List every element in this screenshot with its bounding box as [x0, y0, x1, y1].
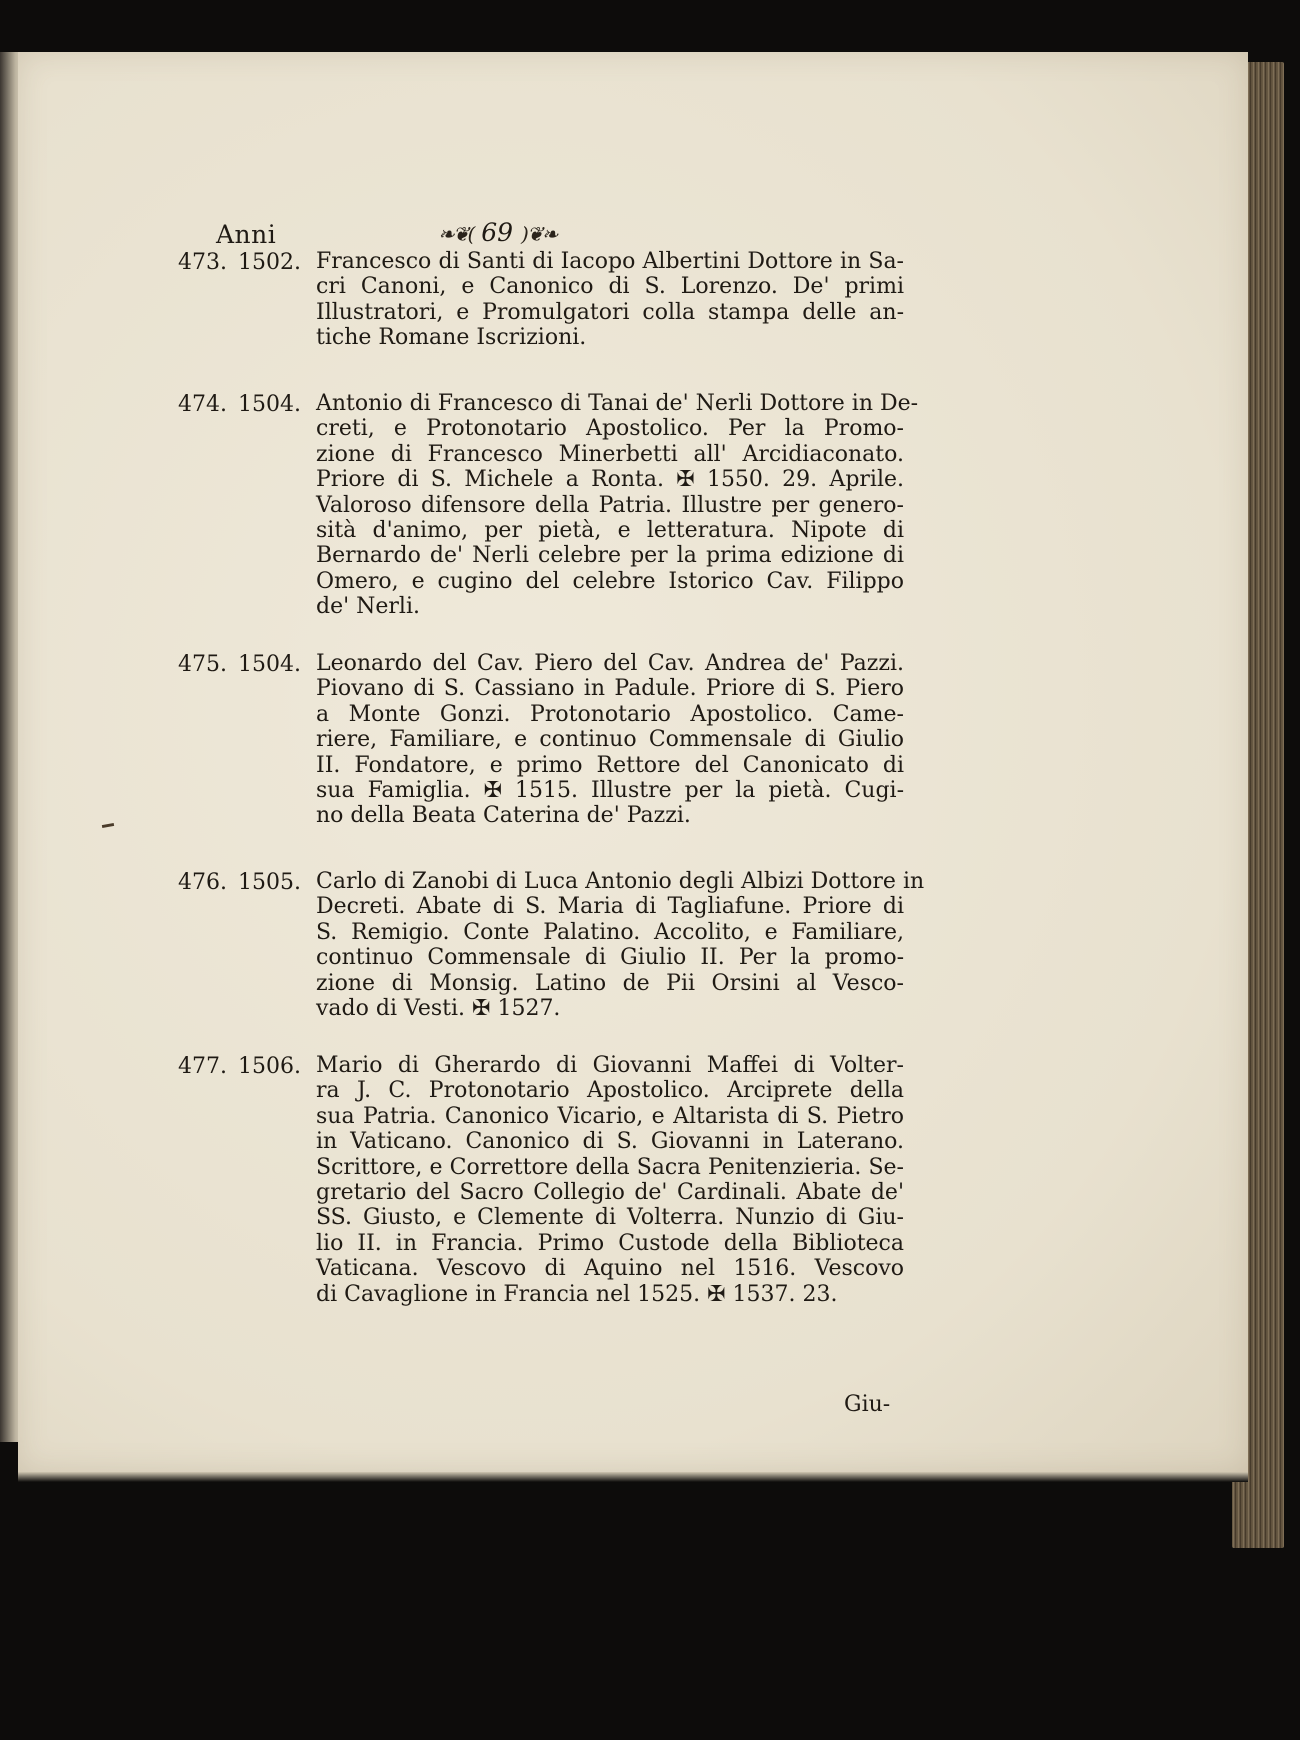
entry-text-line: no della Beata Caterina de' Pazzi. — [316, 803, 691, 829]
entry-number: 477. — [178, 1054, 227, 1079]
entry-text-line: Omero, e cugino del celebre Istorico Cav. Filippo — [316, 568, 904, 594]
entry-text-line: Leonardo del Cav. Piero del Cav. Andrea de' Pazzi. — [316, 651, 904, 676]
entry-text-line: Scrittore, e Correttore della Sacra Penitenzieria. Se- — [316, 1154, 904, 1180]
entry-text-line: cri Canoni, e Canonico di S. Lorenzo. De' primi — [316, 274, 904, 300]
entry-year: 1506. — [238, 1054, 301, 1079]
entry-year: 1505. — [238, 870, 301, 895]
entry-text-line: continuo Commensale di Giulio II. Per la promo- — [316, 945, 904, 971]
column-heading-anni: Anni — [216, 220, 277, 249]
ink-mark — [102, 823, 114, 828]
entry-text-line: tiche Romane Iscrizioni. — [316, 325, 587, 351]
entry-text-line: Illustratori, e Promulgatori colla stampa delle an- — [316, 299, 904, 325]
entry-text-line: zione di Monsig. Latino de Pii Orsini al Vesco- — [316, 970, 904, 996]
page-number-value: 69 — [481, 218, 514, 247]
entry-text-line: S. Remigio. Conte Palatino. Accolito, e Familiare, — [316, 919, 904, 945]
ornament-left: ❧❦( — [438, 222, 474, 246]
entry-text-line: zione di Francesco Minerbetti all' Arcidiaconato. — [316, 441, 904, 467]
entry-year: 1504. — [238, 652, 301, 677]
entry-text-line: Francesco di Santi di Iacopo Albertini Dottore in Sa- — [316, 249, 904, 274]
entry-text-line: a Monte Gonzi. Protonotario Apostolico. Came- — [316, 701, 904, 727]
entry-text-line: vado di Vesti. ✠ 1527. — [316, 996, 561, 1021]
book-page — [18, 52, 1248, 1472]
entry-text-line: Vaticana. Vescovo di Aquino nel 1516. Vescovo — [316, 1256, 904, 1282]
entry-text-line: SS. Giusto, e Clemente di Volterra. Nunzio di Giu- — [316, 1205, 904, 1231]
entry-text-line: Decreti. Abate di S. Maria di Tagliafune. Priore di — [316, 894, 904, 920]
entry-number: 476. — [178, 870, 227, 895]
entry-text-line: sua Patria. Canonico Vicario, e Altarista di S. Pietro — [316, 1103, 904, 1129]
entry-year: 1502. — [238, 250, 301, 275]
entry-text-line: de' Nerli. — [316, 594, 420, 620]
catchword: Giu- — [844, 1392, 891, 1417]
entry-text-line: Mario di Gherardo di Giovanni Maffei di Volter- — [316, 1053, 904, 1078]
entry-number: 474. — [178, 392, 227, 417]
entry-year: 1504. — [238, 392, 301, 417]
entry-text-line: riere, Familiare, e continuo Commensale di Giulio — [316, 727, 904, 753]
entry-text-line: Carlo di Zanobi di Luca Antonio degli Albizi Dottore in — [316, 869, 925, 894]
entry-text-line: Priore di S. Michele a Ronta. ✠ 1550. 29. Aprile. — [316, 467, 904, 493]
entry-text-line: in Vaticano. Canonico di S. Giovanni in Laterano. — [316, 1129, 904, 1155]
entry-text-line: ra J. C. Protonotario Apostolico. Arciprete della — [316, 1078, 904, 1104]
entry-text-line: sua Famiglia. ✠ 1515. Illustre per la pietà. Cugi- — [316, 778, 904, 803]
entry-number: 473. — [178, 250, 227, 275]
ornament-right: )❦❧ — [521, 222, 557, 246]
entry-text-line: Valoroso difensore della Patria. Illustre per genero- — [316, 492, 904, 518]
entry-text-line: Antonio di Francesco di Tanai de' Nerli Dottore in De- — [316, 391, 919, 416]
entry-text-line: II. Fondatore, e primo Rettore del Canonicato di — [316, 752, 904, 778]
entry-text-line: Bernardo de' Nerli celebre per la prima edizione di — [316, 543, 904, 569]
page-bottom-shadow — [18, 1472, 1248, 1482]
entry-text-line: creti, e Protonotario Apostolico. Per la Promo- — [316, 416, 904, 442]
entry-number: 475. — [178, 652, 227, 677]
entry-text-line: lio II. in Francia. Primo Custode della Biblioteca — [316, 1230, 904, 1256]
entry-text-line: sità d'animo, per pietà, e letteratura. Nipote di — [316, 518, 904, 543]
page-number — [438, 218, 556, 247]
entry-text-line: gretario del Sacro Collegio de' Cardinali. Abate de' — [316, 1180, 904, 1205]
entry-text-line: di Cavaglione in Francia nel 1525. ✠ 1537. 23. — [316, 1281, 838, 1307]
entry-text-line: Piovano di S. Cassiano in Padule. Priore di S. Piero — [316, 676, 904, 702]
